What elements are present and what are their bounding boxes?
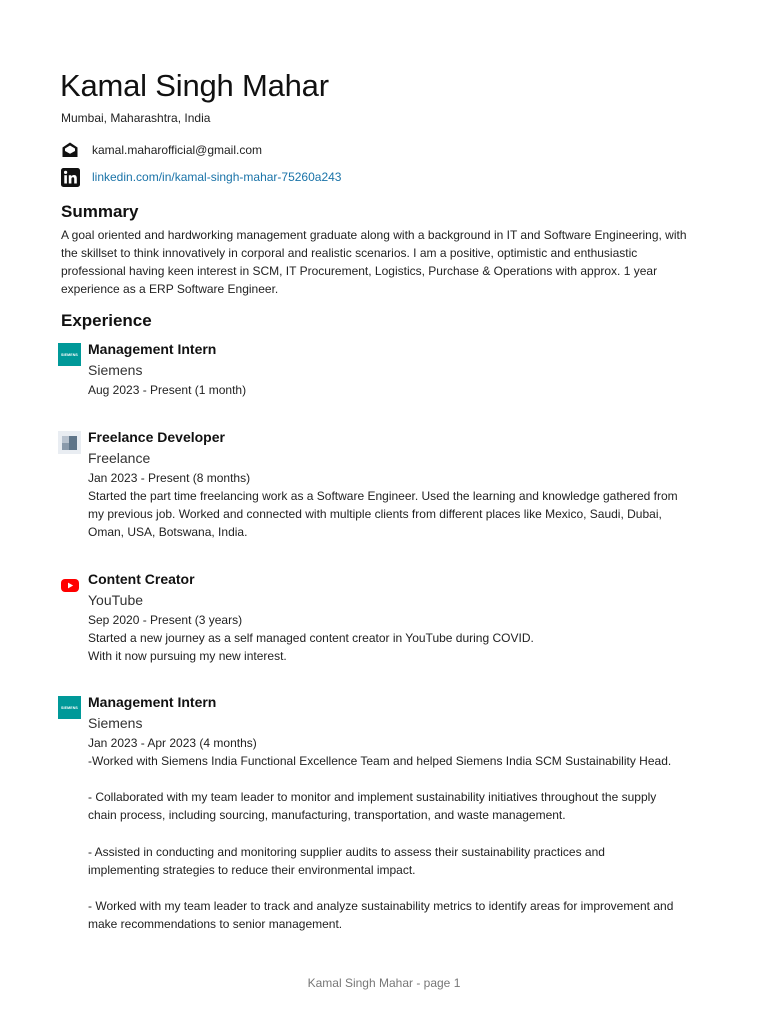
job-dates: Aug 2023 - Present (1 month) xyxy=(88,383,247,397)
job-role: Management Intern xyxy=(88,341,217,357)
summary-heading: Summary xyxy=(61,202,139,221)
job-company: Siemens xyxy=(88,362,143,378)
job-description xyxy=(88,629,678,665)
job-description-paragraph: - Assisted in conducting and monitoring supplier audits to assess their sustainability practices and implementing strategies to reduce their environmental impact. xyxy=(88,844,605,877)
siemens-logo-text: SIEMENS xyxy=(61,352,78,357)
job-description-line: With it now pursuing my new interest. xyxy=(88,649,287,664)
email-text[interactable]: kamal.maharofficial@gmail.com xyxy=(92,143,263,157)
youtube-logo xyxy=(58,573,81,596)
summary-text: A goal oriented and hardworking management graduate along with a background in IT and Software Engineering, with the skillset to think innovatively in corporal and realistic scenarios. I am a positive, optimistic and enthusiastic professional having keen interest in SCM, IT Procurement, Logistics, Purchase & Operations with approx. 1 year experience as a ERP Software Engineer. xyxy=(61,228,687,296)
job-company: Freelance xyxy=(88,450,151,466)
job-description-paragraph: - Collaborated with my team leader to monitor and implement sustainability initiatives throughout the supply chain process, including sourcing, manufacturing, transportation, and waste management. xyxy=(88,790,657,823)
job-description xyxy=(88,752,678,933)
experience-heading: Experience xyxy=(61,311,152,330)
linkedin-row xyxy=(60,167,341,187)
linkedin-icon xyxy=(60,167,80,187)
job-role: Management Intern xyxy=(88,694,217,710)
envelope-icon xyxy=(60,140,80,160)
job-role: Content Creator xyxy=(88,571,195,587)
job-dates: Jan 2023 - Apr 2023 (4 months) xyxy=(88,736,257,750)
job-dates: Jan 2023 - Present (8 months) xyxy=(88,471,251,485)
job-description-paragraph: Started the part time freelancing work as a Software Engineer. Used the learning and knowledge gathered from my previous job. Worked and connected with multiple clients from different places like Mexico, Saudi, Dubai, Oman, USA, Botswana, India. xyxy=(88,489,678,540)
page-footer: Kamal Singh Mahar - page 1 xyxy=(307,976,461,990)
job-description xyxy=(88,487,678,542)
job-description-paragraph: -Worked with Siemens India Functional Excellence Team and helped Siemens India SCM Sustainability Head. xyxy=(88,754,672,768)
siemens-logo xyxy=(58,696,81,719)
freelance-logo xyxy=(58,431,81,454)
job-dates: Sep 2020 - Present (3 years) xyxy=(88,613,243,627)
siemens-logo-text: SIEMENS xyxy=(61,705,78,710)
job-company: Siemens xyxy=(88,715,143,731)
job-description-line: Started a new journey as a self managed content creator in YouTube during COVID. xyxy=(88,631,534,645)
candidate-name: Kamal Singh Mahar xyxy=(60,68,329,103)
email-row xyxy=(60,140,262,160)
job-company: YouTube xyxy=(88,592,144,608)
linkedin-link[interactable]: linkedin.com/in/kamal-singh-mahar-75260a243 xyxy=(92,170,342,184)
location: Mumbai, Maharashtra, India xyxy=(61,111,211,125)
siemens-logo xyxy=(58,343,81,366)
job-role: Freelance Developer xyxy=(88,429,225,445)
job-description-paragraph: - Worked with my team leader to track and analyze sustainability metrics to identify areas for improvement and make recommendations to senior management. xyxy=(88,899,674,932)
